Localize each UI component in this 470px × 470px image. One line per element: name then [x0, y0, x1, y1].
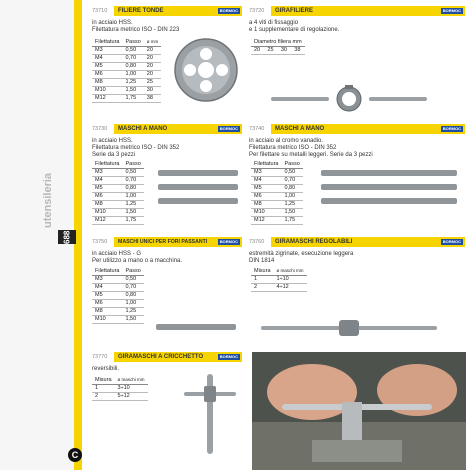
table-row: M10 1,50 30 — [92, 86, 161, 94]
section-title: FILIERE TONDE — [118, 8, 164, 14]
table-row: M6 1,00 — [92, 299, 144, 307]
brand-badge: BORMOC — [442, 8, 461, 13]
table-row: M3 0,50 — [92, 168, 144, 176]
section-description: reversibili. — [92, 366, 120, 372]
table-row: M12 1,75 — [251, 216, 303, 224]
brand-logo: C — [68, 448, 82, 462]
single-tap-image — [154, 321, 238, 333]
table-row: M5 0,80 — [92, 184, 144, 192]
section-girafiliere — [249, 6, 465, 121]
brand-badge: BORMOC — [219, 239, 238, 244]
spec-table: Filettatura Passo M3 0,50 M4 0,70 M5 0,80 M6 1,00 M8 1,25 M10 1,50 M12 1,75 — [92, 160, 144, 225]
section-title: GIRAMASCHI REGOLABILI — [275, 239, 353, 245]
table-row: 1 3÷10 — [92, 384, 148, 392]
tap-wrench-image — [259, 317, 439, 339]
section-code: 73720 — [249, 8, 265, 14]
section-code: 73710 — [92, 8, 108, 14]
section-description: estremità zigrinate, esecuzione leggera DIN 1814 — [249, 251, 354, 265]
section-description: a 4 viti di fissaggio e 1 supplementare di regolazione. — [249, 20, 340, 34]
table-row: 2 4÷12 — [251, 283, 307, 291]
section-description: in acciaio al cromo vanadio. Filettatura metrico ISO - DIN 352 Per filettare su metalli leggeri. Serie da 3 pezzi — [249, 138, 373, 159]
section-code: 73730 — [92, 126, 108, 132]
section-code: 73760 — [249, 239, 265, 245]
section-description: in acciaio HSS - G Per utilizzo a mano o a macchina. — [92, 251, 183, 265]
table-row: 20 25 30 38 — [251, 46, 305, 54]
section-description: in acciaio HSS. Filettatura metrico ISO - DIN 223 — [92, 20, 180, 34]
table-row: M12 1,75 38 — [92, 94, 161, 102]
spec-table: Filettatura Passo ø mm M3 0,50 20 M4 0,70 20 M5 0,80 20 M6 1,00 20 M8 1,25 25 M10 1,50 30 M12 1,75 38 — [92, 38, 161, 103]
section-giramaschi-cricchetto — [92, 352, 242, 464]
hand-taps-image — [156, 166, 240, 210]
section-maschi-a-mano-hss — [92, 124, 242, 232]
table-row: M5 0,80 — [92, 291, 144, 299]
spec-table: Filettatura Passo M3 0,50 M4 0,70 M5 0,80 M6 1,00 M8 1,25 M10 1,50 M12 1,75 — [251, 160, 303, 225]
table-row: M4 0,70 20 — [92, 54, 161, 62]
section-code: 73740 — [249, 126, 265, 132]
spec-table: Misura ø maschi mm 1 3÷10 2 5÷12 — [92, 376, 148, 401]
ratchet-tap-wrench-image — [180, 372, 240, 458]
table-row: M12 1,75 — [92, 216, 144, 224]
table-row: M8 1,25 — [251, 200, 303, 208]
table-row: M4 0,70 — [92, 283, 144, 291]
spec-table: Filettatura Passo M3 0,50 M4 0,70 M5 0,80 M6 1,00 M8 1,25 M10 1,50 — [92, 267, 144, 324]
table-row: M3 0,50 20 — [92, 46, 161, 54]
brand-badge: BORMOC — [219, 8, 238, 13]
table-row: M10 1,50 — [251, 208, 303, 216]
table-row: M5 0,80 20 — [92, 62, 161, 70]
section-code: 73750 — [92, 239, 108, 245]
spec-table: Misura ø maschi mm 1 1÷10 2 4÷12 — [251, 267, 307, 292]
page-number: 688 — [58, 230, 76, 244]
section-code: 73770 — [92, 354, 108, 360]
spec-table: Diametro filiera mm 20 25 30 38 — [251, 38, 305, 55]
usage-photo — [252, 352, 466, 470]
table-row: M3 0,50 — [251, 168, 303, 176]
section-title: MASCHI A MANO — [275, 126, 325, 132]
brand-badge: BORMOC — [219, 126, 238, 131]
table-row: M4 0,70 — [92, 176, 144, 184]
section-title: MASCHI UNICI PER FORI PASSANTI — [118, 239, 208, 245]
table-row: 1 1÷10 — [251, 275, 307, 283]
brand-badge: BORMOC — [442, 126, 461, 131]
tapping-photo-illustration — [252, 352, 466, 470]
section-maschi-a-mano-cv — [249, 124, 465, 232]
round-die-image — [172, 36, 240, 104]
section-filiere-tonde — [92, 6, 242, 121]
table-row: M8 1,25 — [92, 307, 144, 315]
table-row: M10 1,50 — [92, 208, 144, 216]
category-label: utensileria — [42, 172, 54, 228]
brand-badge: BORMOC — [219, 354, 238, 359]
section-title: GIRAMASCHI A CRICCHETTO — [118, 354, 204, 360]
section-description: in acciaio HSS. Filettatura metrico ISO - DIN 352 Serie da 3 pezzi — [92, 138, 180, 159]
section-title: MASCHI A MANO — [118, 126, 168, 132]
brand-badge: BORMOC — [442, 239, 461, 244]
table-row: M8 1,25 25 — [92, 78, 161, 86]
section-maschi-unici — [92, 237, 242, 347]
table-row: M3 0,50 — [92, 275, 144, 283]
table-row: M10 1,50 — [92, 315, 144, 323]
table-row: M4 0,70 — [251, 176, 303, 184]
section-title: GIRAFILIERE — [275, 8, 314, 14]
table-row: M6 1,00 20 — [92, 70, 161, 78]
table-row: 2 5÷12 — [92, 392, 148, 400]
section-giramaschi-regolabili — [249, 237, 465, 347]
hand-taps-image — [319, 166, 459, 210]
table-row: M5 0,80 — [251, 184, 303, 192]
table-row: M6 1,00 — [251, 192, 303, 200]
die-stock-image — [269, 84, 429, 114]
table-row: M6 1,00 — [92, 192, 144, 200]
table-row: M8 1,25 — [92, 200, 144, 208]
